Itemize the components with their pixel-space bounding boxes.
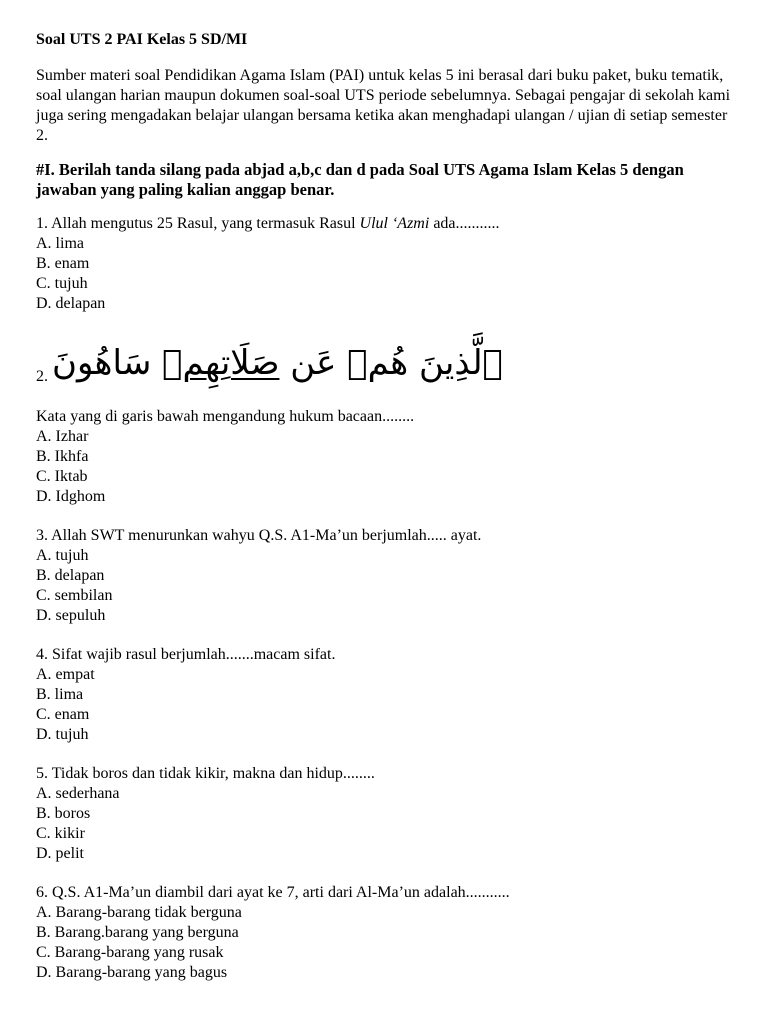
question-2 bbox=[36, 407, 736, 507]
question-3-option-b: B. delapan bbox=[36, 567, 105, 584]
question-4-option-a: A. empat bbox=[36, 666, 95, 683]
question-1-option-d: D. delapan bbox=[36, 295, 106, 312]
question-6-option-b: B. Barang.barang yang berguna bbox=[36, 924, 239, 941]
document-page bbox=[36, 30, 736, 1002]
arabic-after: سَاهُونَ bbox=[52, 343, 163, 383]
arabic-underlined-word: صَلَاتِهِمۡ bbox=[162, 343, 280, 383]
question-1-prefix: 1. Allah mengutus 25 Rasul, yang termasuk Rasul bbox=[36, 215, 360, 232]
question-1-option-c: C. tujuh bbox=[36, 275, 88, 292]
question-4-text: 4. Sifat wajib rasul berjumlah.......macam sifat. bbox=[36, 646, 336, 663]
question-1-suffix: ada........... bbox=[429, 215, 500, 232]
question-2-arabic-line bbox=[36, 333, 736, 389]
document-title: Soal UTS 2 PAI Kelas 5 SD/MI bbox=[36, 31, 248, 48]
question-5 bbox=[36, 764, 736, 864]
question-5-option-a: A. sederhana bbox=[36, 785, 120, 802]
question-3-option-d: D. sepuluh bbox=[36, 607, 106, 624]
question-1-option-a: A. lima bbox=[36, 235, 84, 252]
question-1 bbox=[36, 214, 736, 314]
question-4 bbox=[36, 645, 736, 745]
question-5-text: 5. Tidak boros dan tidak kikir, makna dan hidup........ bbox=[36, 765, 375, 782]
arabic-before: ٱلَّذِينَ هُمۡ عَن bbox=[279, 343, 503, 383]
question-1-term: Ulul ‘Azmi bbox=[359, 215, 430, 232]
question-2-option-a: A. Izhar bbox=[36, 428, 89, 445]
question-6-text: 6. Q.S. A1-Ma’un diambil dari ayat ke 7, arti dari Al-Ma’un adalah........... bbox=[36, 884, 510, 901]
question-4-option-c: C. enam bbox=[36, 706, 90, 723]
question-6-option-c: C. Barang-barang yang rusak bbox=[36, 944, 224, 961]
question-6 bbox=[36, 883, 736, 983]
question-3 bbox=[36, 526, 736, 626]
question-2-option-c: C. Iktab bbox=[36, 468, 88, 485]
question-5-option-b: B. boros bbox=[36, 805, 91, 822]
question-6-option-d: D. Barang-barang yang bagus bbox=[36, 964, 228, 981]
question-3-option-c: C. sembilan bbox=[36, 587, 113, 604]
question-4-option-d: D. tujuh bbox=[36, 726, 89, 743]
question-2-number: 2. bbox=[36, 368, 48, 385]
question-5-option-d: D. pelit bbox=[36, 845, 84, 862]
question-3-text: 3. Allah SWT menurunkan wahyu Q.S. A1-Ma’un berjumlah..... ayat. bbox=[36, 527, 482, 544]
intro-paragraph: Sumber materi soal Pendidikan Agama Islam (PAI) untuk kelas 5 ini berasal dari buku paket, buku tematik, soal ulangan harian maupun dokumen soal-soal UTS periode sebelumnya. Sebagai pengajar di sekolah kami juga sering mengadakan belajar ulangan bersama ketika akan menghadapi ulangan / ujian di setiap semester 2. bbox=[36, 67, 731, 144]
instruction-heading: #I. Berilah tanda silang pada abjad a,b,c dan d pada Soal UTS Agama Islam Kelas 5 dengan jawaban yang paling kalian anggap benar. bbox=[36, 160, 684, 199]
question-6-option-a: A. Barang-barang tidak berguna bbox=[36, 904, 242, 921]
question-1-option-b: B. enam bbox=[36, 255, 90, 272]
question-4-option-b: B. lima bbox=[36, 686, 84, 703]
question-3-option-a: A. tujuh bbox=[36, 547, 89, 564]
question-1-text bbox=[36, 214, 736, 234]
question-2-text: Kata yang di garis bawah mengandung hukum bacaan........ bbox=[36, 408, 415, 425]
question-5-option-c: C. kikir bbox=[36, 825, 85, 842]
question-2-option-b: B. Ikhfa bbox=[36, 448, 89, 465]
question-2-option-d: D. Idghom bbox=[36, 488, 106, 505]
question-2-arabic-verse bbox=[52, 337, 503, 389]
